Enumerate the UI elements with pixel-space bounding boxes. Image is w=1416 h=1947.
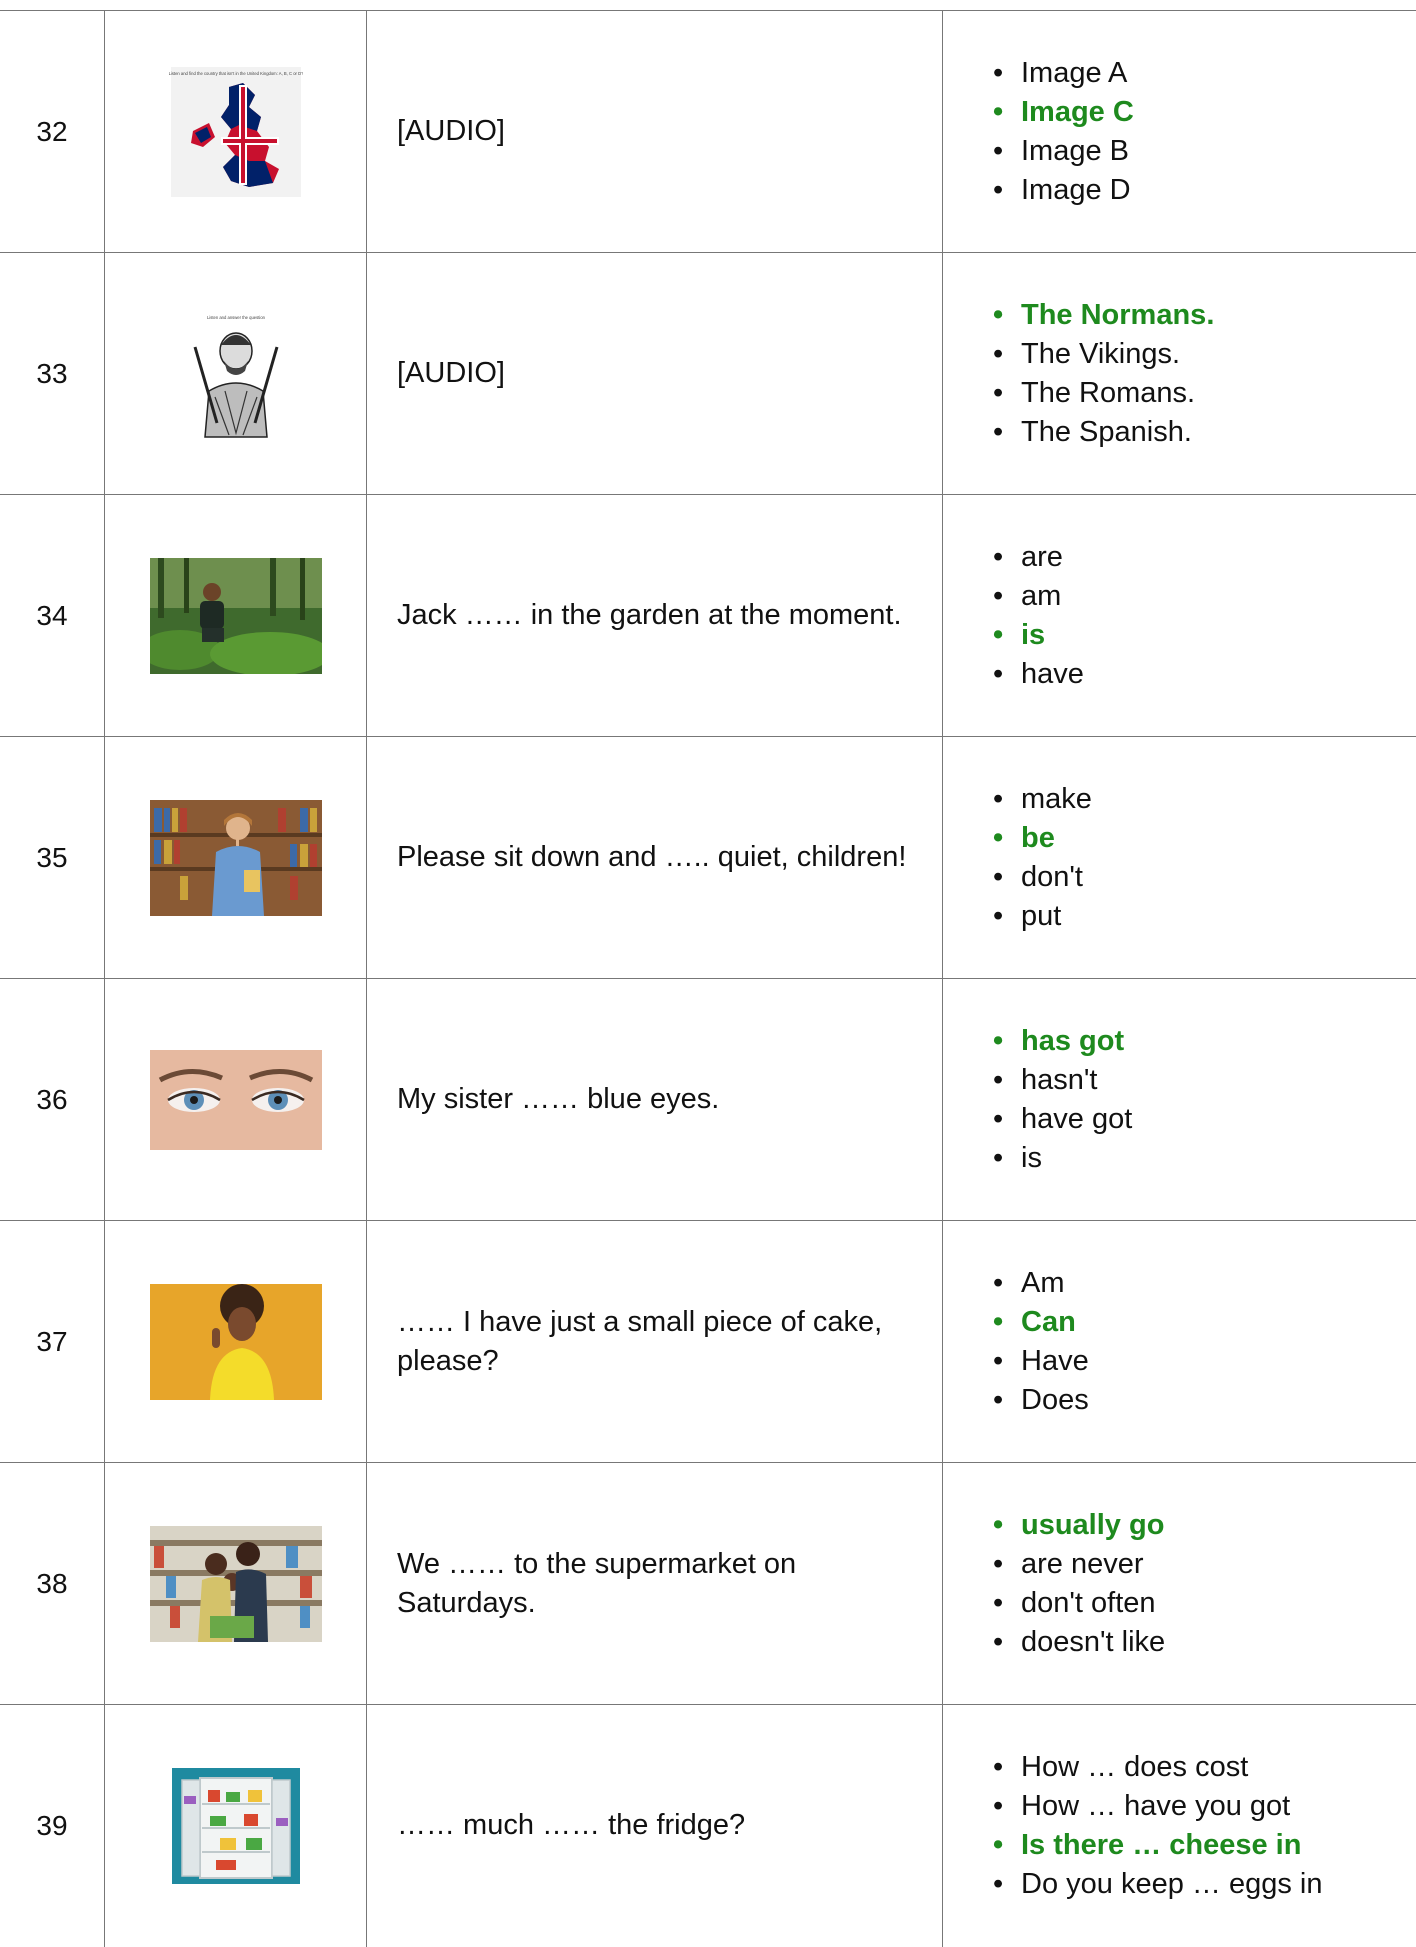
question-image-cell	[105, 11, 367, 253]
question-text: …… I have just a small piece of cake, please?	[367, 1221, 943, 1463]
blue-eyes-image	[150, 1050, 322, 1150]
answer-option: • The Vikings.	[1021, 335, 1416, 374]
answer-option: • Image A	[1021, 54, 1416, 93]
question-row	[0, 737, 1416, 979]
answer-options-list	[943, 54, 1416, 210]
answer-options-list	[943, 538, 1416, 694]
answer-option: • don't	[1021, 858, 1416, 897]
question-image-cell	[105, 979, 367, 1221]
correct-answer-option: • Is there … cheese in	[1021, 1826, 1416, 1865]
answer-option: • don't often	[1021, 1584, 1416, 1623]
question-image-cell	[105, 1463, 367, 1705]
question-number: 34	[0, 495, 105, 737]
question-text: [AUDIO]	[367, 253, 943, 495]
question-text: Jack …… in the garden at the moment.	[367, 495, 943, 737]
answer-option: • Image D	[1021, 171, 1416, 210]
answer-option: • have got	[1021, 1100, 1416, 1139]
question-image-cell	[105, 253, 367, 495]
question-number: 38	[0, 1463, 105, 1705]
answer-options-cell	[943, 979, 1416, 1221]
correct-answer-option: • The Normans.	[1021, 296, 1416, 335]
question-row	[0, 1221, 1416, 1463]
answer-options-list	[943, 1022, 1416, 1178]
answer-options-list	[943, 1506, 1416, 1662]
correct-answer-option: • be	[1021, 819, 1416, 858]
svg-text:Listen and answer the question: Listen and answer the question	[207, 315, 266, 320]
question-number: 37	[0, 1221, 105, 1463]
question-number: 32	[0, 11, 105, 253]
question-row	[0, 1705, 1416, 1947]
uk-flag-map-image	[169, 65, 303, 199]
question-row	[0, 495, 1416, 737]
answer-options-cell	[943, 11, 1416, 253]
answer-option: • have	[1021, 655, 1416, 694]
answer-options-cell	[943, 1705, 1416, 1947]
answer-option: • Do you keep … eggs in	[1021, 1865, 1416, 1904]
answer-options-list	[943, 296, 1416, 452]
question-text: …… much …… the fridge?	[367, 1705, 943, 1947]
answer-option: • Image B	[1021, 132, 1416, 171]
question-image-cell	[105, 495, 367, 737]
answer-option: • How … have you got	[1021, 1787, 1416, 1826]
svg-text:Listen and find the country th: Listen and find the country that isn't in the United Kingdom: A, B, C or D?	[169, 71, 303, 76]
answer-options-cell	[943, 253, 1416, 495]
answer-options-cell	[943, 495, 1416, 737]
correct-answer-option: • is	[1021, 616, 1416, 655]
question-row	[0, 979, 1416, 1221]
question-text: We …… to the supermarket on Saturdays.	[367, 1463, 943, 1705]
quiz-table-body	[0, 11, 1416, 1947]
question-number: 35	[0, 737, 105, 979]
family-supermarket-image	[150, 1526, 322, 1642]
answer-option: • make	[1021, 780, 1416, 819]
answer-option: • are never	[1021, 1545, 1416, 1584]
answer-option: • Have	[1021, 1342, 1416, 1381]
answer-option: • The Romans.	[1021, 374, 1416, 413]
question-row	[0, 1463, 1416, 1705]
answer-option: • Does	[1021, 1381, 1416, 1420]
teacher-library-image	[150, 800, 322, 916]
question-text: [AUDIO]	[367, 11, 943, 253]
answer-options-cell	[943, 1221, 1416, 1463]
answer-option: • am	[1021, 577, 1416, 616]
question-number: 36	[0, 979, 105, 1221]
answer-options-list	[943, 1748, 1416, 1904]
answer-option: • hasn't	[1021, 1061, 1416, 1100]
answer-option: • doesn't like	[1021, 1623, 1416, 1662]
answer-options-cell	[943, 737, 1416, 979]
correct-answer-option: • Image C	[1021, 93, 1416, 132]
correct-answer-option: • has got	[1021, 1022, 1416, 1061]
open-fridge-image	[172, 1768, 300, 1884]
question-image-cell	[105, 737, 367, 979]
answer-option: • Am	[1021, 1264, 1416, 1303]
question-image-cell	[105, 1705, 367, 1947]
answer-options-cell	[943, 1463, 1416, 1705]
answer-option: • How … does cost	[1021, 1748, 1416, 1787]
correct-answer-option: • Can	[1021, 1303, 1416, 1342]
question-row	[0, 11, 1416, 253]
question-number: 33	[0, 253, 105, 495]
answer-options-list	[943, 1264, 1416, 1420]
question-text: My sister …… blue eyes.	[367, 979, 943, 1221]
question-image-cell	[105, 1221, 367, 1463]
answer-option: • The Spanish.	[1021, 413, 1416, 452]
quiz-table	[0, 10, 1416, 1947]
knight-sketch-image	[169, 307, 303, 441]
boy-in-garden-image	[150, 558, 322, 674]
answer-option: • is	[1021, 1139, 1416, 1178]
correct-answer-option: • usually go	[1021, 1506, 1416, 1545]
answer-options-list	[943, 780, 1416, 936]
question-text: Please sit down and ….. quiet, children!	[367, 737, 943, 979]
question-row	[0, 253, 1416, 495]
answer-option: • are	[1021, 538, 1416, 577]
question-number: 39	[0, 1705, 105, 1947]
answer-option: • put	[1021, 897, 1416, 936]
woman-yellow-background-image	[150, 1284, 322, 1400]
